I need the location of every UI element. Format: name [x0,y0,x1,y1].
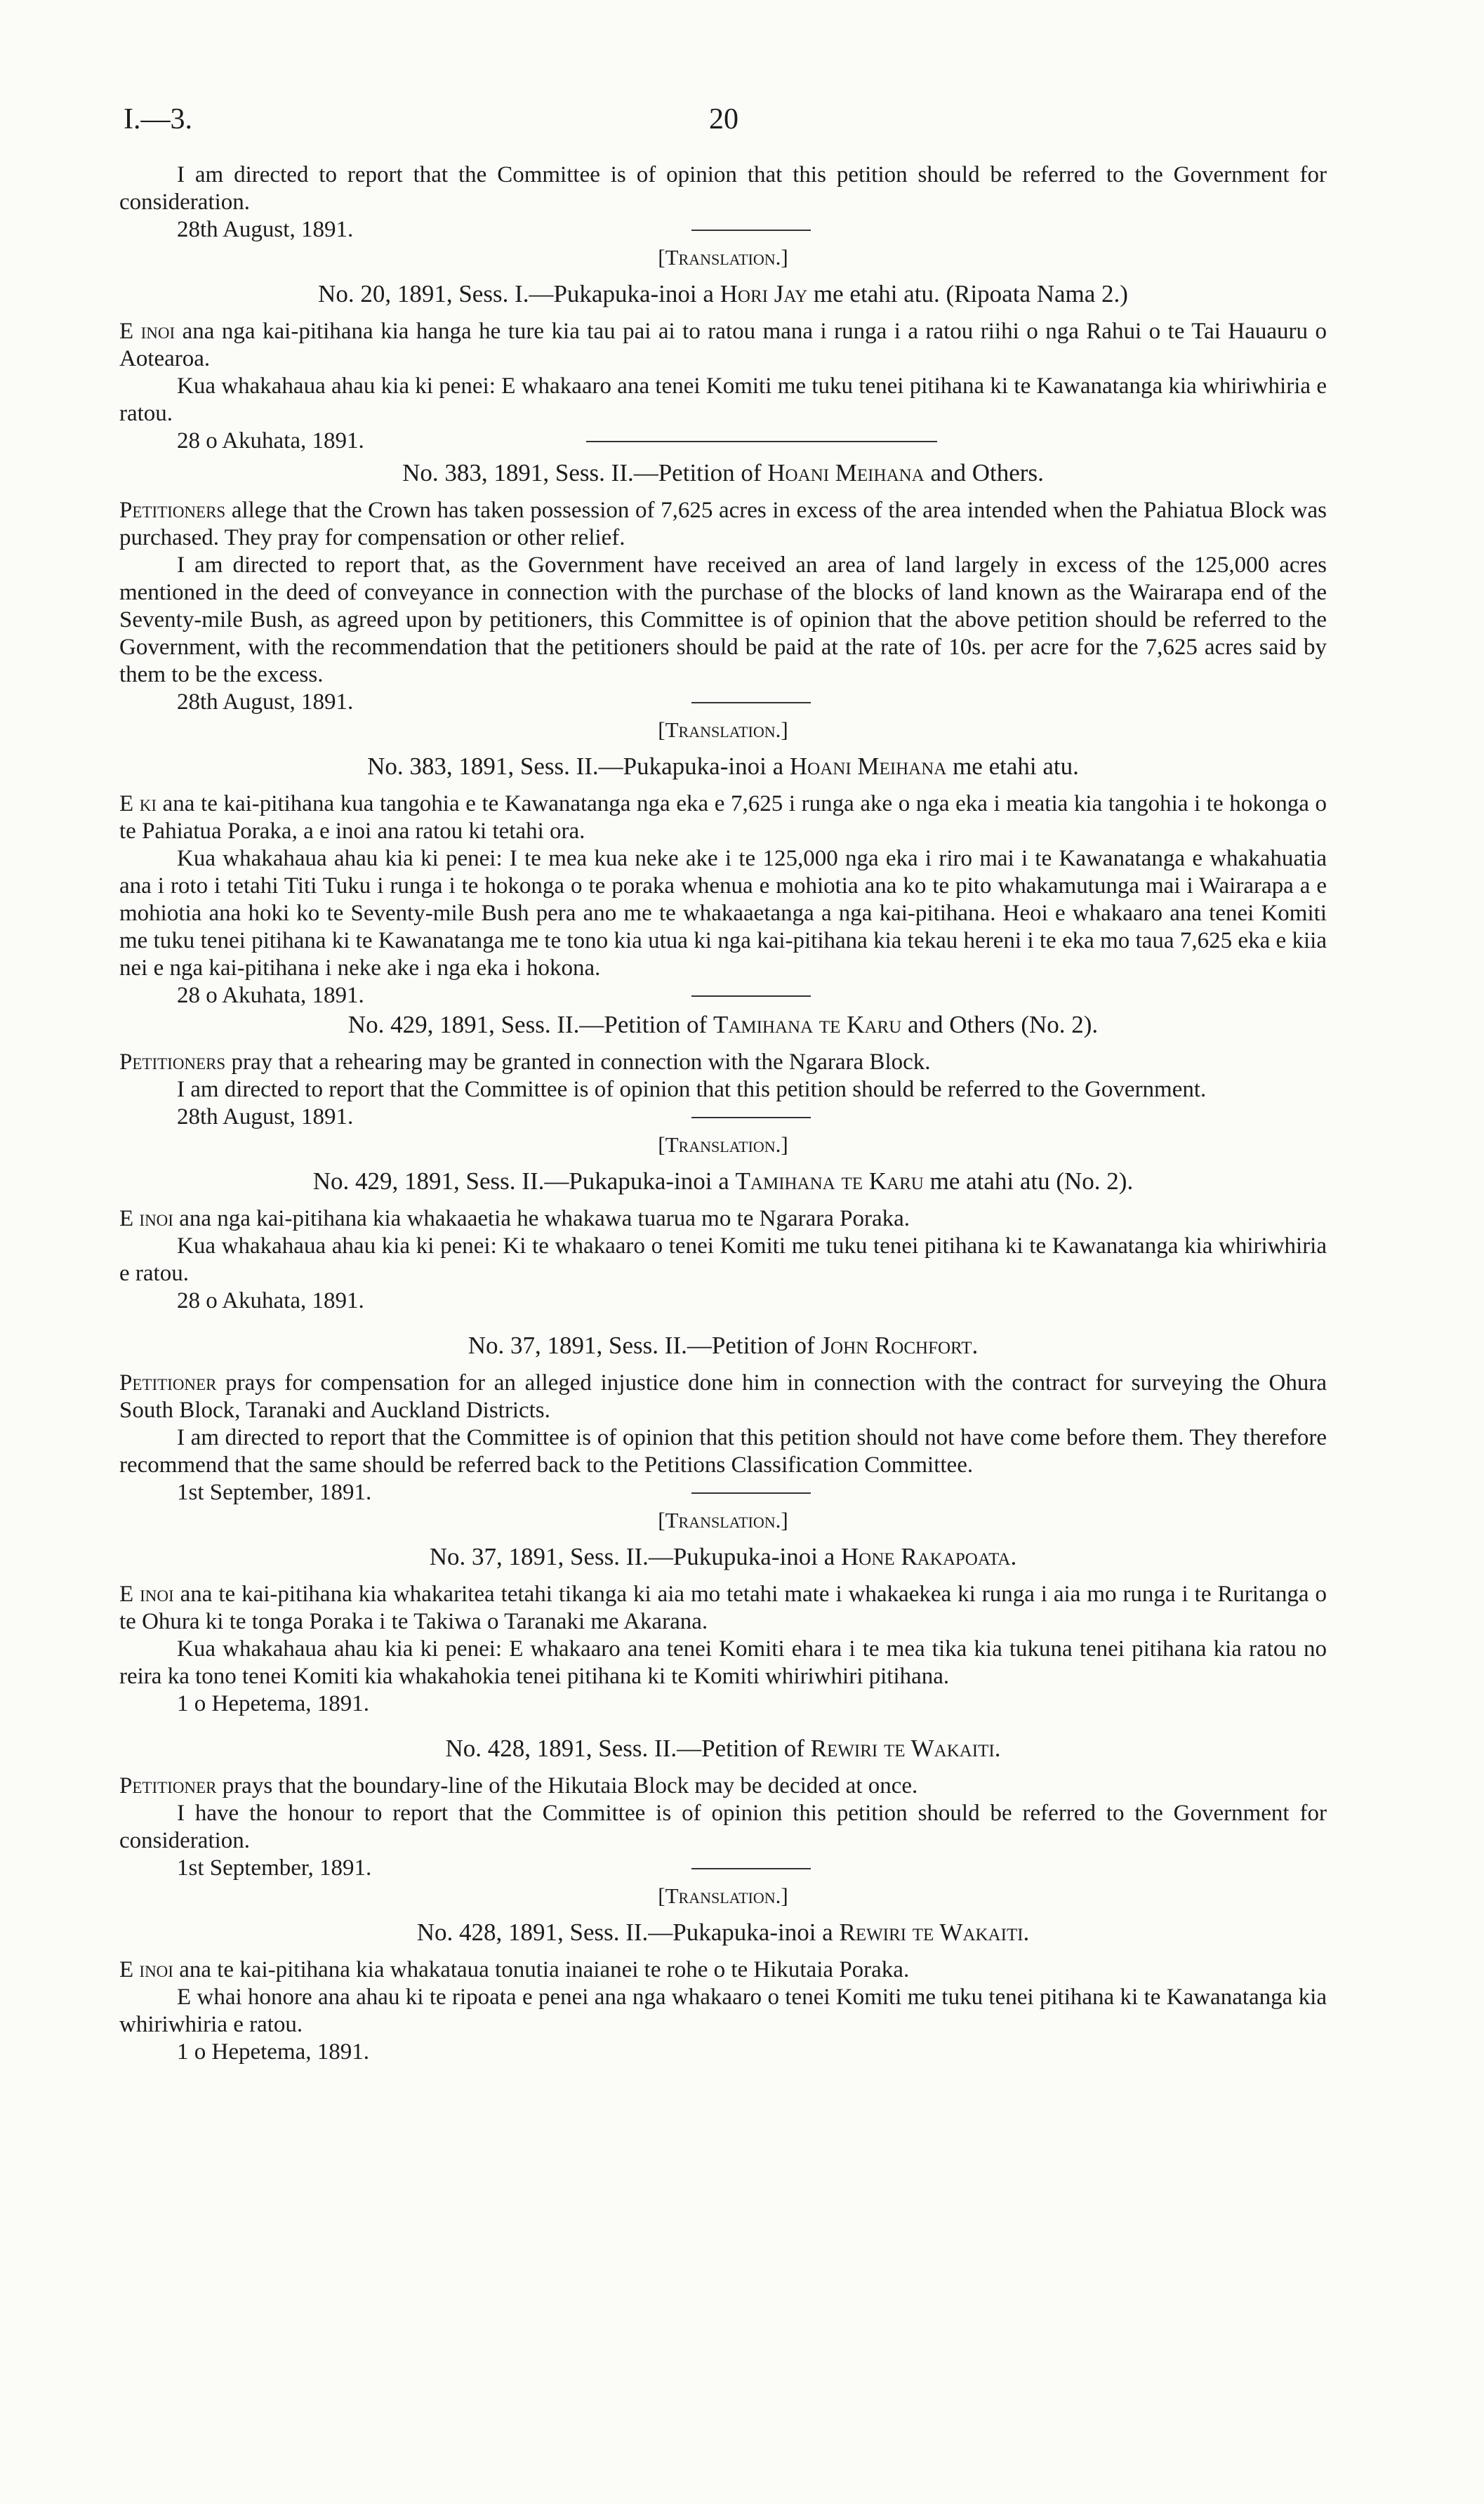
translation-label: [Translation.] [658,1132,788,1157]
divider-short [691,1117,811,1118]
petition-heading: No. 428, 1891, Sess. II.—Petition of Rewiri te Wakaiti. [445,1735,1001,1762]
divider-short [691,702,811,703]
report-date-maori: 1 o Hepetema, 1891. [177,1691,370,1716]
petition-heading-maori: No. 429, 1891, Sess. II.—Pukapuka-inoi a Tamihana te Karu me atahi atu (No. 2). [312,1167,1134,1195]
report-date: 28th August, 1891. [177,689,354,715]
divider-short [691,1868,811,1869]
petition-heading: No. 429, 1891, Sess. II.—Petition of Tamihana te Karu and Others (No. 2). [347,1011,1099,1038]
report-paragraph-maori: Kua whakahaua ahau kia ki penei: I te mea kua neke ake i te 125,000 nga eka i riro mai i te Kawanatanga e whakahuatia ana i roto i tetahi Titi Tuku i runga i te hokonga o te poraka whenua e mohiotia ana ko te pito whakamutunga mai i Wairarapa a e mohiotia ana hoki ko te Seventy-mile Bush pera ano me te whakaaetanga a nga kai-pitihana. Heoi e whakaaro ana tenei Komiti me tuku tenei pitihana ki te Kawanatanga me te tono kia utua ki nga kai-pitihana kia tekau hereni i te eka mo taua 7,625 eka e kiia nei e nga kai-pitihana i neke ake i nga eka i hokona. [119,846,1327,981]
petition-paragraph-maori: E inoi ana nga kai-pitihana kia hanga he ture kia tau pai ai to ratou mana i runga i a ratou riihi o nga Rahui o te Tai Hauauru o Aotearoa. [119,319,1327,371]
petition-paragraph: Petitioners allege that the Crown has taken possession of 7,625 acres in excess of the area intended when the Pahiatua Block was purchased. They pray for compensation or other relief. [119,498,1327,550]
report-paragraph: I am directed to report that the Committee is of opinion that this petition should be referred to the Government. [177,1077,1207,1102]
petition-paragraph-maori: E ki ana te kai-pitihana kua tangohia e te Kawanatanga nga eka e 7,625 i runga ake o nga eka i meatia kia tangohia i te hokonga o te Pahiatua Poraka, a e inoi ana ratou ki tetahi ora. [119,791,1327,844]
report-date-maori: 28 o Akuhata, 1891. [177,1288,364,1313]
report-date: 28th August, 1891. [177,1104,354,1130]
report-date: 1st September, 1891. [177,1855,372,1881]
petition-paragraph: Petitioners pray that a rehearing may be granted in connection with the Ngarara Block. [119,1049,931,1075]
petition-heading-maori: No. 37, 1891, Sess. II.—Pukupuka-inoi a Hone Rakapoata. [429,1543,1017,1570]
report-paragraph-maori: Kua whakahaua ahau kia ki penei: Ki te whakaaro o tenei Komiti me tuku tenei pitihana ki te Kawanatanga kia whiriwhiria e ratou. [119,1233,1327,1286]
petition-paragraph: Petitioner prays for compensation for an alleged injustice done him in connection with the contract for surveying the Ohura South Block, Taranaki and Auckland Districts. [119,1370,1327,1423]
petition-paragraph-maori: E inoi ana nga kai-pitihana kia whakaaetia he whakawa tuarua mo te Ngarara Poraka. [119,1206,910,1231]
translation-label: [Translation.] [658,717,788,742]
page-number: 20 [709,103,738,135]
report-paragraph-maori: E whai honore ana ahau ki te ripoata e penei ana nga whakaaro o tenei Komiti me tuku tenei pitihana ki te Kawanatanga kia whiriwhiria e ratou. [119,1985,1327,2037]
paper-reference: I.—3. [124,103,192,135]
translation-label: [Translation.] [658,1508,788,1532]
report-date-maori: 28 o Akuhata, 1891. [177,428,364,453]
translation-label: [Translation.] [658,245,788,270]
report-paragraph: I am directed to report that the Committee is of opinion that this petition should be referred to the Government for consideration. [119,162,1327,215]
document-page [119,98,1327,2067]
petition-heading: No. 383, 1891, Sess. II.—Petition of Hoani Meihana and Others. [402,459,1044,486]
petition-paragraph-maori: E inoi ana te kai-pitihana kia whakaritea tetahi tikanga ki aia mo tetahi mate i whakaekea ki runga i aia mo runga i te Ruritanga o te Ohura ki te tonga Poraka i te Takiwa o Taranaki me Akarana. [119,1582,1327,1634]
report-date: 28th August, 1891. [177,217,354,242]
report-date: 1st September, 1891. [177,1480,372,1505]
divider-long [586,441,937,442]
report-paragraph-maori: Kua whakahaua ahau kia ki penei: E whakaaro ana tenei Komiti ehara i te mea tika kia tukuna tenei pitihana kia ratou no reira ka tono tenei Komiti kia whakahokia tenei pitihana ki te Komiti whiriwhiri pitihana. [119,1636,1327,1689]
report-paragraph: I am directed to report that, as the Government have received an area of land largely in excess of the 125,000 acres mentioned in the deed of conveyance in connection with the purchase of the blocks of land known as the Wairarapa end of the Seventy-mile Bush, as agreed upon by petitioners, this Committee is of opinion that the above petition should be referred to the Government, with the recommendation that the petitioners should be paid at the rate of 10s. per acre for the 7,625 acres said by them to be the excess. [119,552,1327,687]
petition-paragraph: Petitioner prays that the boundary-line of the Hikutaia Block may be decided at once. [119,1773,918,1798]
report-date-maori: 1 o Hepetema, 1891. [177,2039,370,2065]
divider-short [691,1492,811,1494]
petition-heading: No. 37, 1891, Sess. II.—Petition of John Rochfort. [468,1332,979,1359]
petition-heading-maori: No. 428, 1891, Sess. II.—Pukapuka-inoi a Rewiri te Wakaiti. [416,1919,1030,1946]
report-paragraph-maori: Kua whakahaua ahau kia ki penei: E whakaaro ana tenei Komiti me tuku tenei pitihana ki te Kawanatanga kia whiriwhiria e ratou. [119,373,1327,426]
divider-short [691,230,811,231]
report-paragraph: I am directed to report that the Committee is of opinion that this petition should not have come before them. They therefore recommend that the same should be referred back to the Petitions Classification Committee. [119,1425,1327,1478]
report-paragraph: I have the honour to report that the Committee is of opinion this petition should be referred to the Government for consideration. [119,1801,1327,1853]
page-header [119,98,1327,161]
divider-short [691,995,811,997]
petition-heading-maori: No. 383, 1891, Sess. II.—Pukapuka-inoi a Hoani Meihana me etahi atu. [367,753,1079,780]
petition-heading-maori: No. 20, 1891, Sess. I.—Pukapuka-inoi a Hori Jay me etahi atu. (Ripoata Nama 2.) [318,280,1128,307]
petition-paragraph-maori: E inoi ana te kai-pitihana kia whakataua tonutia inaianei te rohe o te Hikutaia Poraka. [119,1957,910,1982]
report-date-maori: 28 o Akuhata, 1891. [177,983,364,1008]
translation-label: [Translation.] [658,1883,788,1908]
